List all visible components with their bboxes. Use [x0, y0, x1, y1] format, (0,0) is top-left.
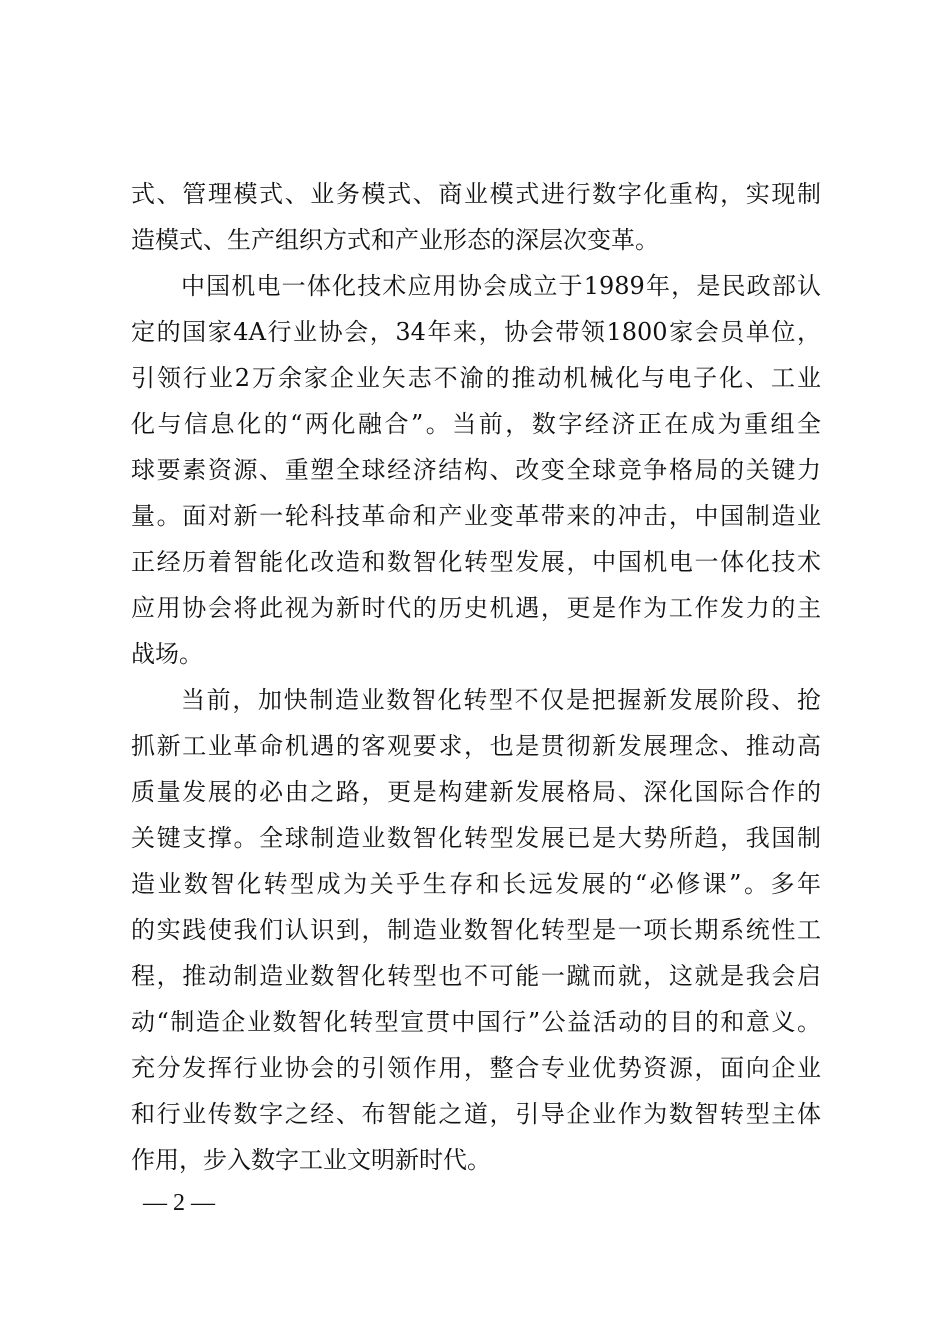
page-number: — 2 —	[143, 1190, 215, 1216]
paragraph-3-line-8: 动“制造企业数智化转型宣贯中国行”公益活动的目的和意义。	[131, 1008, 821, 1036]
paragraph-1-line-1: 式、管理模式、业务模式、商业模式进行数字化重构，实现制	[131, 180, 821, 208]
paragraph-2-line-9: 战场。	[131, 640, 203, 668]
paragraph-3-line-6: 的实践使我们认识到，制造业数智化转型是一项长期系统性工	[131, 916, 821, 944]
paragraph-2-line-2: 定的国家4A行业协会，34年来，协会带领1800家会员单位，	[131, 318, 821, 346]
paragraph-3-line-7: 程，推动制造业数智化转型也不可能一蹴而就，这就是我会启	[131, 962, 821, 990]
paragraph-2-line-7: 正经历着智能化改造和数智化转型发展，中国机电一体化技术	[131, 548, 821, 576]
paragraph-3-line-9: 充分发挥行业协会的引领作用，整合专业优势资源，面向企业	[131, 1054, 821, 1082]
paragraph-2-line-8: 应用协会将此视为新时代的历史机遇，更是作为工作发力的主	[131, 594, 821, 622]
paragraph-3-line-1: 当前，加快制造业数智化转型不仅是把握新发展阶段、抢	[181, 686, 821, 714]
paragraph-2-line-3: 引领行业2万余家企业矢志不渝的推动机械化与电子化、工业	[131, 364, 821, 392]
paragraph-2-line-1: 中国机电一体化技术应用协会成立于1989年，是民政部认	[181, 272, 821, 300]
paragraph-3-line-2: 抓新工业革命机遇的客观要求，也是贯彻新发展理念、推动高	[131, 732, 821, 760]
paragraph-2-line-5: 球要素资源、重塑全球经济结构、改变全球竞争格局的关键力	[131, 456, 821, 484]
paragraph-3-line-5: 造业数智化转型成为关乎生存和长远发展的“必修课”。多年	[131, 870, 821, 898]
paragraph-3-line-4: 关键支撑。全球制造业数智化转型发展已是大势所趋，我国制	[131, 824, 821, 852]
paragraph-3-line-10: 和行业传数字之经、布智能之道，引导企业作为数智转型主体	[131, 1100, 821, 1128]
paragraph-1-line-2: 造模式、生产组织方式和产业形态的深层次变革。	[131, 226, 659, 254]
paragraph-3-line-11: 作用，步入数字工业文明新时代。	[131, 1146, 491, 1174]
paragraph-2-line-4: 化与信息化的“两化融合”。当前，数字经济正在成为重组全	[131, 410, 821, 438]
paragraph-2-line-6: 量。面对新一轮科技革命和产业变革带来的冲击，中国制造业	[131, 502, 821, 530]
paragraph-3-line-3: 质量发展的必由之路，更是构建新发展格局、深化国际合作的	[131, 778, 821, 806]
